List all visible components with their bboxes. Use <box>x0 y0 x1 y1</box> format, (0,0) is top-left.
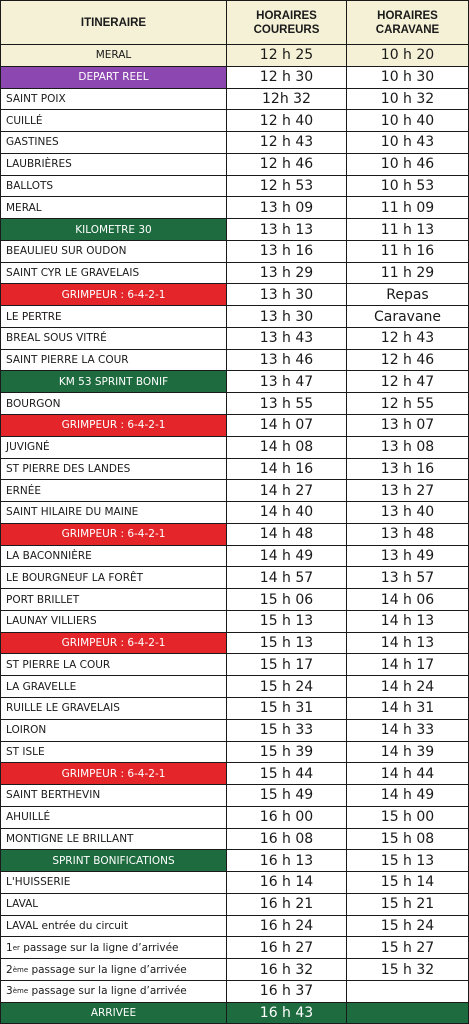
horaire-caravane-cell: 14 h 49 <box>347 785 469 807</box>
itineraire-cell: LE PERTRE <box>1 306 227 328</box>
passage-number: 3 <box>6 985 13 998</box>
header-itineraire: ITINERAIRE <box>1 1 227 45</box>
horaire-caravane-cell: 15 h 00 <box>347 807 469 829</box>
horaire-coureurs-cell: 14 h 40 <box>227 502 347 524</box>
horaire-caravane-cell: 14 h 24 <box>347 676 469 698</box>
horaire-caravane-cell: 13 h 08 <box>347 437 469 459</box>
horaire-coureurs-cell: 13 h 09 <box>227 197 347 219</box>
horaire-coureurs-cell: 12 h 46 <box>227 154 347 176</box>
itineraire-cell: AHUILLÉ <box>1 807 227 829</box>
horaire-coureurs-cell: 15 h 44 <box>227 763 347 785</box>
horaire-caravane-cell <box>347 1003 469 1024</box>
horaire-coureurs-cell: 15 h 06 <box>227 589 347 611</box>
horaire-caravane-cell: 12 h 43 <box>347 328 469 350</box>
horaire-caravane-cell: 13 h 57 <box>347 567 469 589</box>
horaire-coureurs-cell: 12 h 43 <box>227 132 347 154</box>
itineraire-cell: ERNÉE <box>1 480 227 502</box>
itineraire-cell: L'HUISSERIE <box>1 872 227 894</box>
header-horaires-coureurs: HORAIRES COUREURS <box>227 1 347 45</box>
horaire-coureurs-cell: 16 h 08 <box>227 829 347 851</box>
horaire-caravane-cell: 13 h 49 <box>347 546 469 568</box>
itineraire-cell: GRIMPEUR : 6-4-2-1 <box>1 284 227 306</box>
horaire-coureurs-cell: 15 h 31 <box>227 698 347 720</box>
passage-text: passage sur la ligne d’arrivée <box>28 963 187 976</box>
itineraire-cell: 1 er passage sur la ligne d’arrivée <box>1 937 227 959</box>
itineraire-cell: LA GRAVELLE <box>1 676 227 698</box>
horaire-caravane-cell: 15 h 14 <box>347 872 469 894</box>
itineraire-cell: MONTIGNE LE BRILLANT <box>1 829 227 851</box>
horaire-caravane-cell: 15 h 13 <box>347 850 469 872</box>
itineraire-cell: LAUBRIÈRES <box>1 154 227 176</box>
itineraire-cell: PORT BRILLET <box>1 589 227 611</box>
horaire-coureurs-cell: 12h 32 <box>227 89 347 111</box>
horaire-coureurs-cell: 13 h 46 <box>227 350 347 372</box>
passage-number: 2 <box>6 963 13 976</box>
itineraire-cell: SAINT PIERRE LA COUR <box>1 350 227 372</box>
itineraire-cell: KILOMETRE 30 <box>1 219 227 241</box>
horaire-coureurs-cell: 14 h 49 <box>227 546 347 568</box>
itineraire-cell: LOIRON <box>1 720 227 742</box>
horaire-caravane-cell: 14 h 44 <box>347 763 469 785</box>
passage-text: passage sur la ligne d’arrivée <box>19 941 179 954</box>
horaire-caravane-cell: 13 h 07 <box>347 415 469 437</box>
horaire-caravane-cell <box>347 981 469 1003</box>
horaire-caravane-cell: 14 h 33 <box>347 720 469 742</box>
itineraire-cell: CUILLÉ <box>1 110 227 132</box>
itineraire-cell: LA BACONNIÈRE <box>1 546 227 568</box>
horaire-coureurs-cell: 13 h 47 <box>227 371 347 393</box>
horaire-coureurs-cell: 15 h 49 <box>227 785 347 807</box>
horaire-coureurs-cell: 12 h 25 <box>227 45 347 67</box>
itineraire-cell: SAINT HILAIRE DU MAINE <box>1 502 227 524</box>
itineraire-cell: ARRIVEE <box>1 1003 227 1024</box>
horaire-coureurs-cell: 14 h 27 <box>227 480 347 502</box>
itineraire-cell: 3 ème passage sur la ligne d’arrivée <box>1 981 227 1003</box>
horaire-coureurs-cell: 16 h 27 <box>227 937 347 959</box>
horaire-caravane-cell: 14 h 13 <box>347 611 469 633</box>
horaire-coureurs-cell: 13 h 16 <box>227 241 347 263</box>
itineraire-cell: MERAL <box>1 45 227 67</box>
horaire-caravane-cell: 15 h 08 <box>347 829 469 851</box>
itineraire-cell: GRIMPEUR : 6-4-2-1 <box>1 633 227 655</box>
horaire-coureurs-cell: 12 h 30 <box>227 67 347 89</box>
horaire-caravane-cell: 11 h 29 <box>347 263 469 285</box>
horaire-caravane-cell: 10 h 20 <box>347 45 469 67</box>
horaire-coureurs-cell: 16 h 24 <box>227 916 347 938</box>
horaire-coureurs-cell: 16 h 37 <box>227 981 347 1003</box>
horaire-caravane-cell: 14 h 31 <box>347 698 469 720</box>
itineraire-cell: RUILLE LE GRAVELAIS <box>1 698 227 720</box>
horaire-caravane-cell: 14 h 13 <box>347 633 469 655</box>
horaire-coureurs-cell: 13 h 30 <box>227 306 347 328</box>
horaire-caravane-cell: 15 h 27 <box>347 937 469 959</box>
horaire-coureurs-cell: 15 h 13 <box>227 633 347 655</box>
horaire-caravane-cell: 10 h 40 <box>347 110 469 132</box>
itineraire-cell: KM 53 SPRINT BONIF <box>1 371 227 393</box>
itineraire-cell: ST ISLE <box>1 742 227 764</box>
horaire-caravane-cell: 14 h 39 <box>347 742 469 764</box>
horaire-caravane-cell: 12 h 47 <box>347 371 469 393</box>
horaire-caravane-cell: 15 h 21 <box>347 894 469 916</box>
horaire-coureurs-cell: 14 h 57 <box>227 567 347 589</box>
itineraire-cell: SAINT POIX <box>1 89 227 111</box>
horaire-coureurs-cell: 15 h 33 <box>227 720 347 742</box>
horaire-coureurs-cell: 14 h 48 <box>227 524 347 546</box>
horaire-caravane-cell: 13 h 40 <box>347 502 469 524</box>
header-horaires-caravane: HORAIRES CARAVANE <box>347 1 469 45</box>
horaire-coureurs-cell: 16 h 13 <box>227 850 347 872</box>
horaire-caravane-cell: 10 h 32 <box>347 89 469 111</box>
itineraire-cell: SPRINT BONIFICATIONS <box>1 850 227 872</box>
horaire-coureurs-cell: 13 h 43 <box>227 328 347 350</box>
horaire-coureurs-cell: 14 h 07 <box>227 415 347 437</box>
itineraire-cell: ST PIERRE DES LANDES <box>1 459 227 481</box>
horaire-coureurs-cell: 16 h 00 <box>227 807 347 829</box>
horaire-coureurs-cell: 15 h 17 <box>227 654 347 676</box>
horaire-coureurs-cell: 16 h 32 <box>227 959 347 981</box>
itineraire-cell: BREAL SOUS VITRÉ <box>1 328 227 350</box>
horaire-caravane-cell: 14 h 06 <box>347 589 469 611</box>
horaire-caravane-cell: 11 h 13 <box>347 219 469 241</box>
horaire-caravane-cell: 10 h 30 <box>347 67 469 89</box>
itineraire-cell: JUVIGNÉ <box>1 437 227 459</box>
horaire-coureurs-cell: 13 h 29 <box>227 263 347 285</box>
horaire-caravane-cell: 10 h 43 <box>347 132 469 154</box>
horaire-coureurs-cell: 12 h 40 <box>227 110 347 132</box>
itineraire-cell: DEPART REEL <box>1 67 227 89</box>
passage-text: passage sur la ligne d’arrivée <box>28 985 187 998</box>
horaire-caravane-cell: 13 h 48 <box>347 524 469 546</box>
horaire-coureurs-cell: 14 h 08 <box>227 437 347 459</box>
horaire-coureurs-cell: 13 h 30 <box>227 284 347 306</box>
horaire-caravane-cell: Caravane <box>347 306 469 328</box>
itineraire-cell: GRIMPEUR : 6-4-2-1 <box>1 763 227 785</box>
horaire-caravane-cell: 15 h 32 <box>347 959 469 981</box>
itineraire-cell: BALLOTS <box>1 176 227 198</box>
passage-number: 1 <box>6 941 13 954</box>
horaire-coureurs-cell: 15 h 13 <box>227 611 347 633</box>
horaire-coureurs-cell: 16 h 21 <box>227 894 347 916</box>
horaire-caravane-cell: 10 h 53 <box>347 176 469 198</box>
horaire-caravane-cell: 13 h 27 <box>347 480 469 502</box>
itineraire-cell: GASTINES <box>1 132 227 154</box>
horaire-caravane-cell: 15 h 24 <box>347 916 469 938</box>
horaire-coureurs-cell: 15 h 39 <box>227 742 347 764</box>
itineraire-cell: BEAULIEU SUR OUDON <box>1 241 227 263</box>
horaire-coureurs-cell: 13 h 13 <box>227 219 347 241</box>
horaire-coureurs-cell: 13 h 55 <box>227 393 347 415</box>
itineraire-cell: GRIMPEUR : 6-4-2-1 <box>1 524 227 546</box>
horaire-coureurs-cell: 16 h 43 <box>227 1003 347 1024</box>
horaire-caravane-cell: 11 h 16 <box>347 241 469 263</box>
horaire-caravane-cell: 10 h 46 <box>347 154 469 176</box>
itineraire-cell: SAINT BERTHEVIN <box>1 785 227 807</box>
itineraire-cell: 2 ème passage sur la ligne d’arrivée <box>1 959 227 981</box>
itineraire-cell: GRIMPEUR : 6-4-2-1 <box>1 415 227 437</box>
itineraire-cell: ST PIERRE LA COUR <box>1 654 227 676</box>
horaire-caravane-cell: 12 h 55 <box>347 393 469 415</box>
horaire-coureurs-cell: 14 h 16 <box>227 459 347 481</box>
horaire-coureurs-cell: 15 h 24 <box>227 676 347 698</box>
horaire-caravane-cell: Repas <box>347 284 469 306</box>
itineraire-cell: LE BOURGNEUF LA FORÊT <box>1 567 227 589</box>
itineraire-cell: LAUNAY VILLIERS <box>1 611 227 633</box>
horaire-caravane-cell: 11 h 09 <box>347 197 469 219</box>
itineraire-cell: LAVAL entrée du circuit <box>1 916 227 938</box>
horaire-coureurs-cell: 16 h 14 <box>227 872 347 894</box>
itineraire-cell: SAINT CYR LE GRAVELAIS <box>1 263 227 285</box>
horaire-caravane-cell: 12 h 46 <box>347 350 469 372</box>
itineraire-cell: LAVAL <box>1 894 227 916</box>
itineraire-cell: BOURGON <box>1 393 227 415</box>
horaire-caravane-cell: 14 h 17 <box>347 654 469 676</box>
itineraire-cell: MERAL <box>1 197 227 219</box>
horaire-caravane-cell: 13 h 16 <box>347 459 469 481</box>
horaire-coureurs-cell: 12 h 53 <box>227 176 347 198</box>
